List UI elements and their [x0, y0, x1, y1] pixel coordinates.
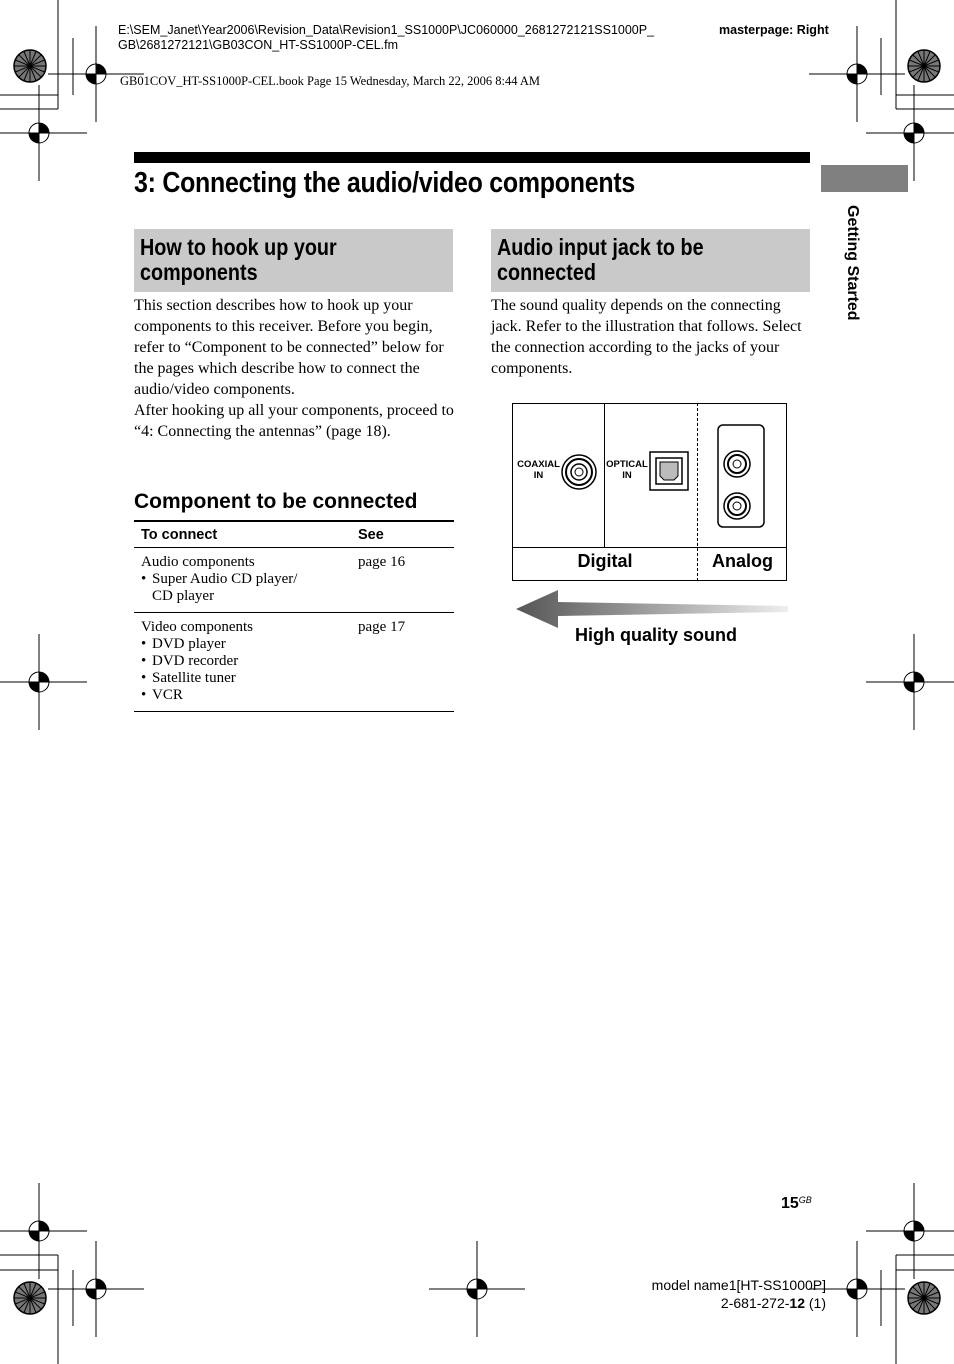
hookup-description: [134, 295, 454, 442]
side-tab-label: Getting Started: [844, 205, 861, 321]
analog-label: Analog: [712, 551, 773, 571]
coaxial-label-line1: COAXIAL: [517, 459, 560, 470]
page-number-value: 15: [781, 1195, 799, 1212]
quality-arrow-icon: [514, 588, 790, 630]
section-heading-audio-input: [491, 229, 810, 292]
analog-rca-jacks-icon: [716, 423, 768, 531]
model-code: [560, 1294, 826, 1312]
masterpage-label: masterpage: Right: [719, 23, 829, 37]
section-heading-audio-input-text: Audio input jack to be connected: [497, 234, 704, 285]
model-code-prefix: 2-681-272-: [720, 1295, 790, 1311]
model-code-revision: 12: [789, 1295, 805, 1311]
coaxial-label-line2: IN: [533, 470, 544, 481]
file-path: [118, 23, 708, 53]
file-path-line1: E:\SEM_Janet\Year2006\Revision_Data\Revision1_SS1000P\JC060000_2681272121SS1000P_: [118, 23, 655, 37]
column-header-to-connect: To connect: [134, 521, 351, 548]
list-item: • DVD player: [141, 636, 344, 653]
section-heading-hookup: [134, 229, 453, 292]
side-tab: [841, 205, 861, 335]
model-name: model name1[HT-SS1000P]: [651, 1277, 826, 1293]
model-info: [560, 1276, 826, 1312]
optical-label-line1: OPTICAL: [606, 459, 648, 470]
section-heading-hookup-text: How to hook up your components: [140, 234, 337, 285]
coaxial-jack-icon: [560, 450, 600, 492]
list-item: • Super Audio CD player/: [141, 571, 344, 588]
component-table: [134, 520, 454, 712]
row-group-label: Audio components: [141, 554, 255, 570]
optical-label: [605, 459, 649, 481]
optical-label-line2: IN: [622, 470, 632, 481]
quality-caption: High quality sound: [575, 625, 737, 645]
row-group-label: Video components: [141, 619, 253, 635]
coaxial-label: [516, 459, 561, 481]
digital-label: Digital: [577, 551, 633, 571]
table-row: [134, 548, 454, 613]
page-number: [781, 1195, 812, 1213]
list-item: • VCR: [141, 687, 344, 704]
hookup-paragraph-1: This section describes how to hook up your components to this receiver. Before you begin, refer to “Component to be connected” below for the pages which describe how to connect the audio/video components.: [134, 297, 444, 398]
page-title: 3: Connecting the audio/video components: [134, 167, 635, 199]
table-row: [134, 613, 454, 712]
hookup-paragraph-2: After hooking up all your components, proceed to “4: Connecting the antennas” (page 18).: [134, 402, 454, 440]
column-header-see: See: [351, 521, 454, 548]
illustration-divider: [512, 547, 787, 548]
audio-input-description: The sound quality depends on the connecting jack. Refer to the illustration that follows. Select the connection according to the jacks of your components.: [491, 297, 802, 377]
model-code-suffix: (1): [805, 1295, 826, 1311]
table-cell-page-ref: page 16: [351, 548, 454, 613]
table-cell-page-ref: page 17: [351, 613, 454, 712]
table-cell-components: [134, 548, 351, 613]
file-path-line2: GB\2681272121\GB03CON_HT-SS1000P-CEL.fm: [118, 38, 399, 52]
component-subheading: Component to be connected: [134, 490, 418, 513]
page-number-suffix: GB: [798, 1195, 812, 1205]
list-item: • DVD recorder: [141, 653, 344, 670]
list-item-continuation: CD player: [152, 588, 215, 604]
list-item: • Satellite tuner: [141, 670, 344, 687]
title-rule: [134, 152, 810, 163]
side-tab-marker: [821, 165, 908, 192]
optical-jack-icon: [648, 450, 690, 492]
table-cell-components: [134, 613, 351, 712]
book-info: GB01COV_HT-SS1000P-CEL.book Page 15 Wednesday, March 22, 2006 8:44 AM: [120, 74, 541, 88]
table-header-row: [134, 521, 454, 548]
